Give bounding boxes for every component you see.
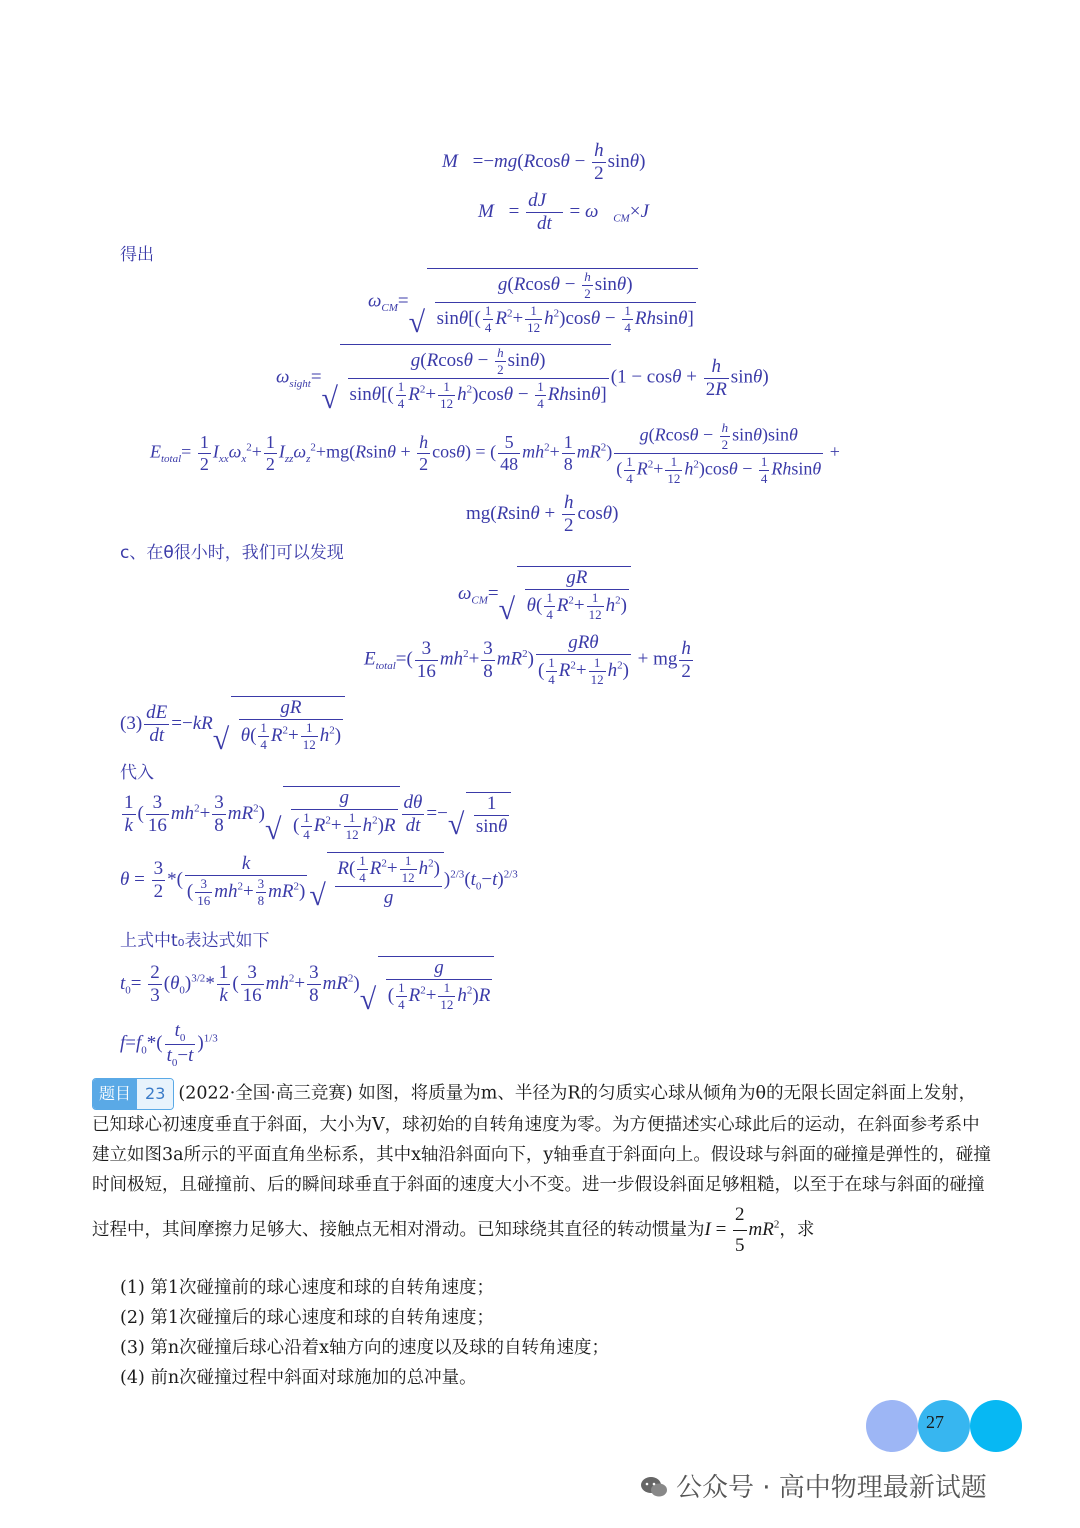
footer-watermark [640, 1467, 987, 1504]
equation-torque-derivative: M⃗= $\frac{dJ⃗}{dt}$ = $\omega⃗_{CM}\times J⃗$ [478, 190, 664, 234]
equation-t0: $t_0=$ $\frac{2}{3}$ $(\theta_0)^{3/2}*$ $\frac{1}{k}$ ( $\frac{3}{16}$ $mh^2+$ $\frac{3}{8}$ $mR^2$) √ g ( $\frac{1}{4}$ $R^2+$ $\frac{1}{12}$ $h^2)R$ [120, 956, 494, 1013]
label-t0-expression: 上式中t₀表达式如下 [120, 931, 270, 951]
label-deduce: 得出 [120, 245, 154, 265]
equation-energy-total-cont: mg(Rsinθ + $\frac{h}{2}$ cosθ) [466, 492, 619, 536]
equation-omega-cm: $\omega_{CM}=$ √ g(Rcosθ − $\frac{h}{2}$ sinθ) sinθ[( $\frac{1}{4}$ $R^2+$ $\frac{1}{12}$ $h^2)\cos\theta$ − $\frac{1}{4}$ Rhsinθ] [368, 268, 698, 336]
equation-frequency: $f=f_0*$( $\frac{t_0}{t_0-t}$ )$^{1/3}$ [120, 1020, 218, 1069]
question-2: (2) 第1次碰撞后的球心速度和球的自转角速度； [120, 1308, 494, 1328]
equation-energy-total: $E_{total}=$ $\frac{1}{2}$ $I_{xx}\omega_x^2+$ $\frac{1}{2}$ $I_{zz}\omega_z^2+mg(Rsin\theta$ + $\frac{h}{2}$ cosθ) = ( $\frac{5}{48}$ $mh^2+$ $\frac{1}{8}$ $mR^2$) g(Rcosθ − $\frac{h}{2}$ sinθ)sinθ ( $\frac{1}{4}$ $R^2+$ $\frac{1}{12}$ $h^2)\cos\theta$ − $\frac{1}{4}$ Rhsinθ + [150, 420, 840, 486]
page-number-badge [866, 1400, 1024, 1450]
label-small-theta: c、在θ很小时，我们可以发现 [120, 543, 344, 563]
question-4: (4) 前n次碰撞过程中斜面对球施加的总冲量。 [120, 1368, 477, 1388]
badge-circle-left [866, 1400, 918, 1452]
question-1: (1) 第1次碰撞前的球心速度和球的自转角速度； [120, 1278, 494, 1298]
equation-substituted: $\frac{1}{k}$ ( $\frac{3}{16}$ $mh^2+$ $\frac{3}{8}$ $mR^2$) √ g ( $\frac{1}{4}$ $R^2+$ $\frac{1}{12}$ $h^2)R$ $\frac{d\theta}{dt}$ =− √ $\frac{1}{\sin\theta}$ [120, 786, 511, 843]
problem-23-body: 题目 23 (2022·全国·高三竞赛) 如图，将质量为m、半径为R的匀质实心球从倾角为θ的无限长固定斜面上发射，已知球心初速度垂直于斜面，大小为V，球初始的自转角速度为零。为方便描述实心球此后的运动，在斜面参考系中建立如图3a所示的平面直角坐标系，其中x轴沿斜面向下，y轴垂直于斜面向上。假设球与斜面的碰撞是弹性的，碰撞时间极短，且碰撞前、后的瞬间球垂直于斜面的速度大小不变。进一步假设斜面足够粗糙，以至于在球与斜面的碰撞过程中，其间摩擦力足够大、接触点无相对滑动。已知球绕其直径的转动惯量为I = $\frac{2}{5}$ $mR^2$，求 [92, 1078, 992, 1261]
equation-energy-small: $E_{total}=$( $\frac{3}{16}$ $mh^2+$ $\frac{3}{8}$ $mR^2$) gRθ ( $\frac{1}{4}$ $R^2+$ $\frac{1}{12}$ $h^2$) + mg $\frac{h}{2}$ [364, 632, 691, 687]
question-3: (3) 第n次碰撞后球心沿着x轴方向的速度以及球的自转角速度； [120, 1338, 609, 1358]
problem-text-tail: ，求 [779, 1219, 815, 1240]
wechat-icon [640, 1475, 668, 1499]
equation-omega-sight: $\omega_{sight}=$ √ g(Rcosθ − $\frac{h}{2}$ sinθ) sinθ[( $\frac{1}{4}$ $R^2+$ $\frac{1}{12}$ $h^2)\cos\theta$ − $\frac{1}{4}$ Rhsinθ] (1 − cosθ + $\frac{h}{2R}$ sinθ) [276, 344, 769, 412]
problem-tag: 题目 23 [92, 1078, 174, 1110]
equation-omega-cm-small: $\omega_{CM}=$ √ gR θ( $\frac{1}{4}$ $R^2+$ $\frac{1}{12}$ $h^2$) [458, 566, 631, 623]
page-number: 27 [926, 1412, 944, 1432]
problem-text: 如图，将质量为m、半径为R的匀质实心球从倾角为θ的无限长固定斜面上发射，已知球心初速度垂直于斜面，大小为V，球初始的自转角速度为零。为方便描述实心球此后的运动，在斜面参考系中建立如图3a所示的平面直角坐标系，其中x轴沿斜面向下，y轴垂直于斜面向上。假设球与斜面的碰撞是弹性的，碰撞时间极短，且碰撞前、后的瞬间球垂直于斜面的速度大小不变。进一步假设斜面足够粗糙，以至于在球与斜面的碰撞过程中，其间摩擦力足够大、接触点无相对滑动。已知球绕其直径的转动惯量为 [92, 1083, 991, 1240]
label-substitute: 代入 [120, 763, 154, 783]
problem-source: (2022·全国·高三竞赛) [178, 1083, 353, 1104]
badge-circle-right [970, 1400, 1022, 1452]
equation-de-dt: (3) $\frac{dE}{dt}$ =−kR √ gR θ( $\frac{1}{4}$ $R^2+$ $\frac{1}{12}$ $h^2$) [120, 696, 345, 753]
equation-torque: M⃗=−mg(Rcosθ − $\frac{h}{2}$ sinθ) [442, 140, 646, 184]
footer-text: 公众号 · 高中物理最新试题 [676, 1473, 987, 1503]
equation-theta: θ = $\frac{3}{2}$ *( k ( $\frac{3}{16}$ $mh^2+$ $\frac{3}{8}$ $mR^2$) √ R( $\frac{1}{4}$ $R^2+$ $\frac{1}{12}$ $h^2$) g )$^{2/3}(t_0-t)^{2/3}$ [120, 852, 518, 909]
